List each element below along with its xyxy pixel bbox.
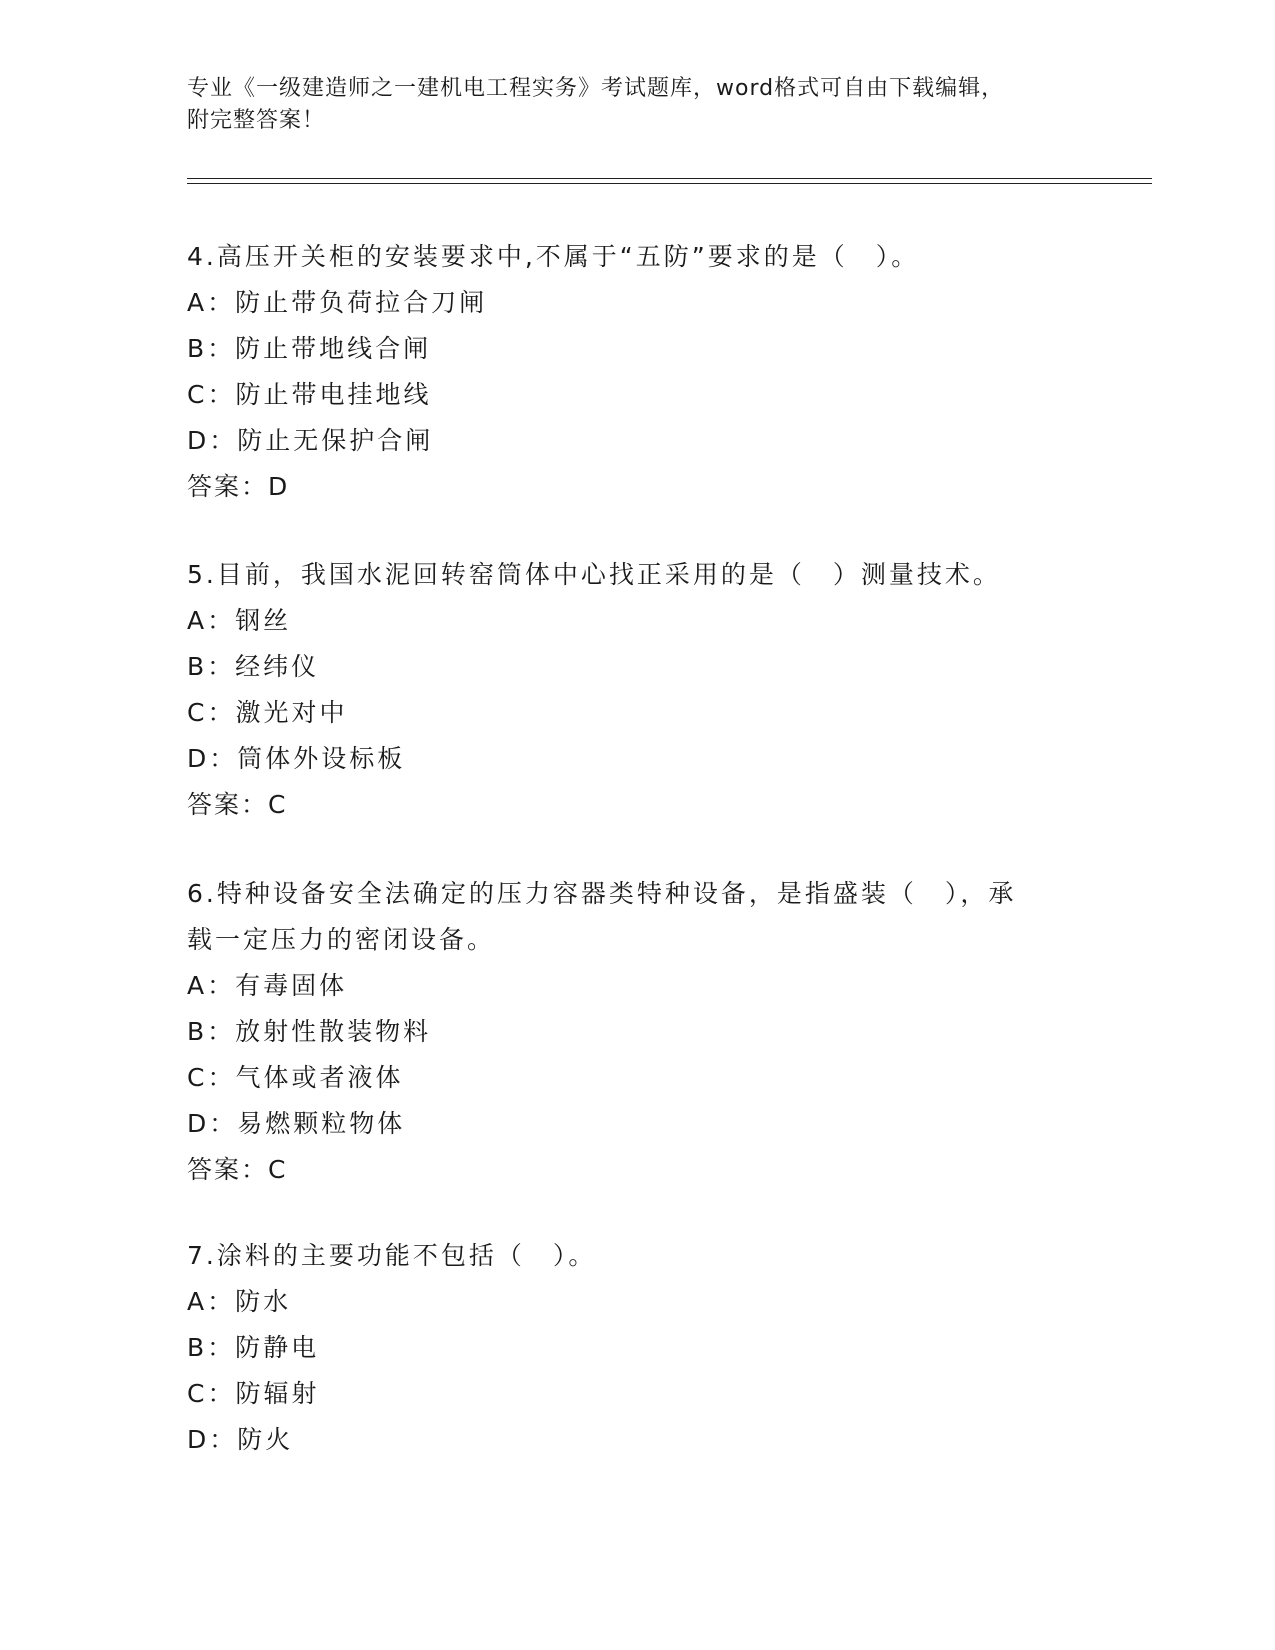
option-a: A：有毒固体	[187, 971, 348, 1000]
question-text: 7.涂料的主要功能不包括（ ）。	[187, 1241, 597, 1270]
question-text: 5.目前，我国水泥回转窑筒体中心找正采用的是（ ）测量技术。	[187, 560, 1001, 589]
question-5	[187, 552, 1087, 828]
option-c: C：激光对中	[187, 698, 348, 727]
option-c: C：气体或者液体	[187, 1063, 404, 1092]
option-a: A：防水	[187, 1287, 292, 1316]
question-text: 4.高压开关柜的安装要求中,不属于“五防”要求的是（ ）。	[187, 242, 920, 271]
option-a: A：钢丝	[187, 606, 292, 635]
option-c: C：防止带电挂地线	[187, 380, 432, 409]
header-line-2: 附完整答案！	[187, 108, 326, 133]
answer: 答案：C	[187, 790, 288, 819]
question-4	[187, 234, 1087, 510]
option-b: B：防止带地线合闸	[187, 334, 432, 363]
question-6	[187, 871, 1087, 1193]
header-divider-bottom	[187, 183, 1152, 184]
option-b: B：防静电	[187, 1333, 320, 1362]
option-d: D：筒体外设标板	[187, 744, 406, 773]
header-divider-top	[187, 178, 1152, 179]
answer: 答案：C	[187, 1155, 288, 1184]
document-header	[187, 73, 1067, 137]
option-a: A：防止带负荷拉合刀闸	[187, 288, 488, 317]
option-b: B：放射性散装物料	[187, 1017, 432, 1046]
answer: 答案：D	[187, 472, 290, 501]
question-7	[187, 1233, 1087, 1463]
option-b: B：经纬仪	[187, 652, 320, 681]
option-d: D：防火	[187, 1425, 294, 1454]
option-d: D：易燃颗粒物体	[187, 1109, 406, 1138]
option-d: D：防止无保护合闸	[187, 426, 434, 455]
question-text-line-1: 6.特种设备安全法确定的压力容器类特种设备，是指盛装（ ），承	[187, 879, 1017, 908]
question-text-line-2: 载一定压力的密闭设备。	[187, 925, 496, 954]
header-line-1: 专业《一级建造师之一建机电工程实务》考试题库，word格式可自由下载编辑，	[187, 76, 1005, 101]
option-c: C：防辐射	[187, 1379, 320, 1408]
